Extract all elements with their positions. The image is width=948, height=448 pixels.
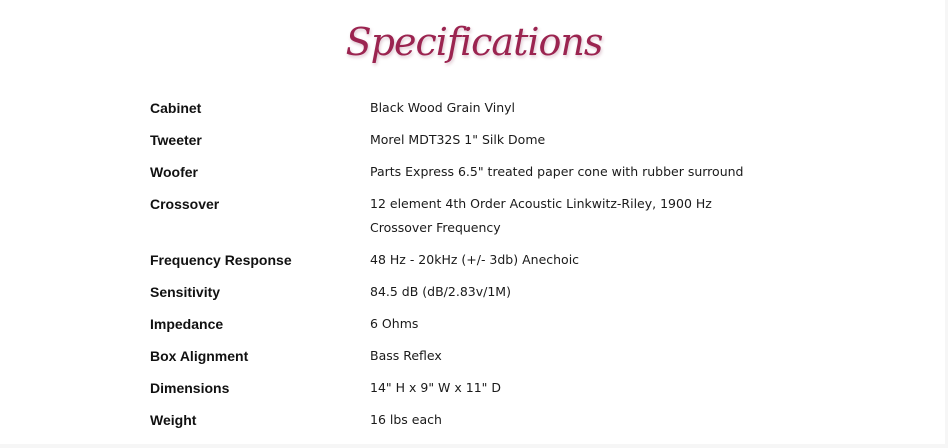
- spec-value: 48 Hz - 20kHz (+/- 3db) Anechoic: [370, 252, 580, 267]
- specifications-table: [150, 96, 770, 432]
- spec-label: Dimensions: [150, 380, 230, 396]
- spec-value: 16 lbs each: [370, 412, 442, 427]
- spec-value: Parts Express 6.5" treated paper cone with rubber surround: [370, 164, 744, 179]
- spec-row-tweeter: [150, 128, 770, 152]
- page-title: Specifications: [345, 20, 603, 64]
- spec-row-impedance: [150, 312, 770, 336]
- spec-value: 12 element 4th Order Acoustic Linkwitz-Riley, 1900 Hz Crossover Frequency: [370, 196, 712, 235]
- spec-value: Bass Reflex: [370, 348, 442, 363]
- spec-value: 14" H x 9" W x 11" D: [370, 380, 502, 395]
- spec-row-dimensions: [150, 376, 770, 400]
- spec-row-weight: [150, 408, 770, 432]
- spec-row-crossover: [150, 192, 770, 240]
- spec-label: Cabinet: [150, 100, 202, 116]
- spec-label: Weight: [150, 412, 197, 428]
- spec-value: Morel MDT32S 1" Silk Dome: [370, 132, 546, 147]
- spec-label: Box Alignment: [150, 348, 249, 364]
- spec-label: Tweeter: [150, 132, 202, 148]
- spec-row-sensitivity: [150, 280, 770, 304]
- spec-label: Frequency Response: [150, 252, 292, 268]
- page-edge-bottom: [0, 444, 948, 448]
- spec-row-box-alignment: [150, 344, 770, 368]
- spec-row-woofer: [150, 160, 770, 184]
- spec-row-frequency-response: [150, 248, 770, 272]
- spec-label: Sensitivity: [150, 284, 221, 300]
- spec-row-cabinet: [150, 96, 770, 120]
- spec-value: 6 Ohms: [370, 316, 419, 331]
- spec-value: 84.5 dB (dB/2.83v/1M): [370, 284, 511, 299]
- spec-label: Crossover: [150, 196, 220, 212]
- spec-value: Black Wood Grain Vinyl: [370, 100, 516, 115]
- spec-label: Woofer: [150, 164, 198, 180]
- spec-label: Impedance: [150, 316, 224, 332]
